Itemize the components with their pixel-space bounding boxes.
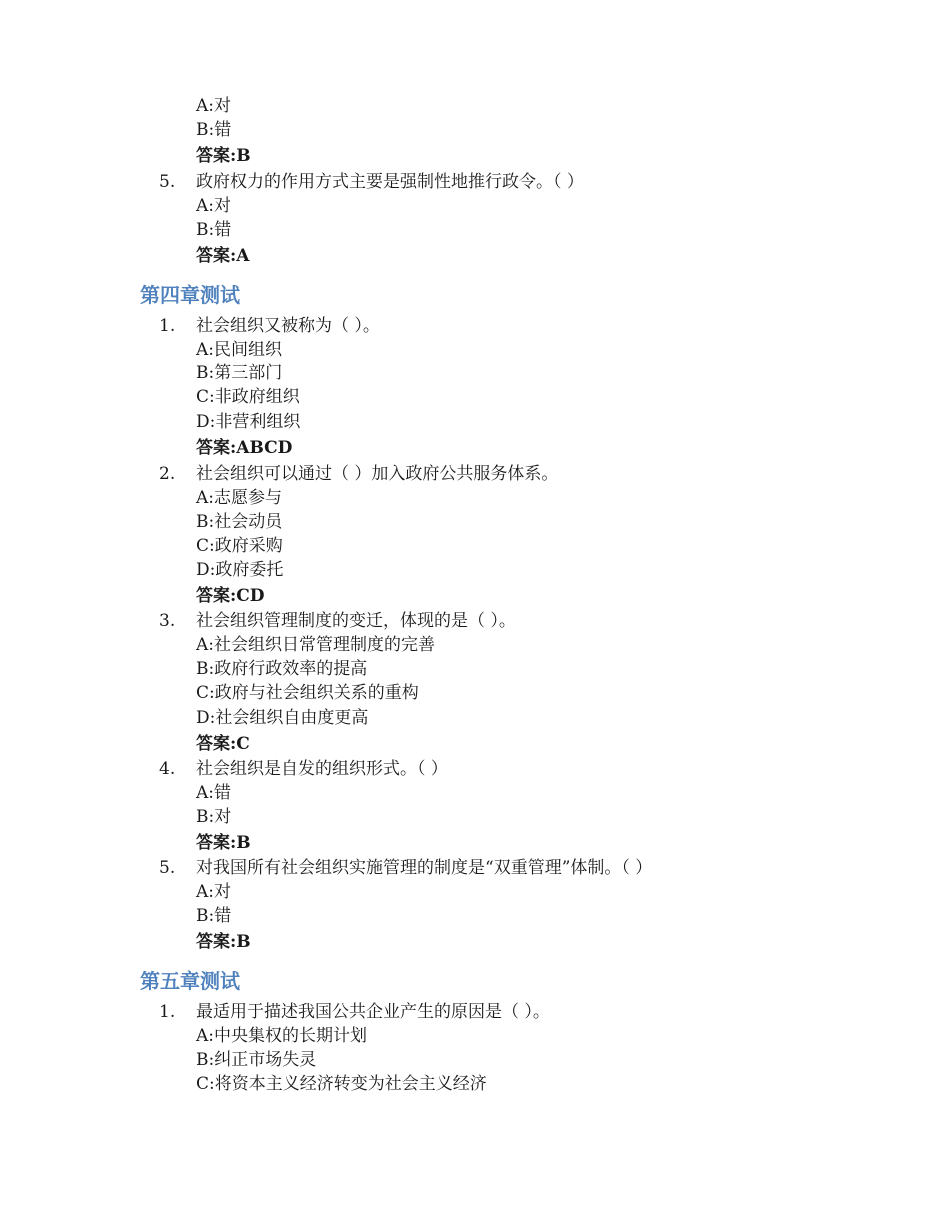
chapter-heading: 第四章测试 <box>140 283 240 307</box>
question-number: 2. <box>159 464 176 484</box>
answer: 答案:B <box>196 932 251 952</box>
option: C:政府与社会组织关系的重构 <box>196 683 419 703</box>
option: C:将资本主义经济转变为社会主义经济 <box>196 1074 487 1094</box>
option: A:错 <box>196 783 232 803</box>
answer: 答案:B <box>196 146 251 166</box>
option: A:对 <box>196 96 232 116</box>
question-number: 5. <box>159 172 176 192</box>
question-text: 社会组织是自发的组织形式。（ ） <box>196 759 448 779</box>
answer: 答案:ABCD <box>196 438 293 458</box>
option: B:错 <box>196 906 232 926</box>
question-text: 社会组织又被称为（ ）。 <box>196 316 380 336</box>
answer: 答案:C <box>196 734 250 754</box>
option: A:社会组织日常管理制度的完善 <box>196 635 436 655</box>
question-text: 对我国所有社会组织实施管理的制度是“双重管理”体制。（ ） <box>196 858 653 878</box>
option: C:非政府组织 <box>196 387 300 407</box>
option: B:错 <box>196 120 232 140</box>
option: B:第三部门 <box>196 363 283 383</box>
option: A:对 <box>196 196 232 216</box>
answer: 答案:A <box>196 246 250 266</box>
answer: 答案:CD <box>196 586 265 606</box>
chapter-heading: 第五章测试 <box>140 969 240 993</box>
option: D:非营利组织 <box>196 412 301 432</box>
question-number: 5. <box>159 858 176 878</box>
question-text: 社会组织管理制度的变迁，体现的是（ ）。 <box>196 611 516 631</box>
option: B:对 <box>196 807 232 827</box>
question-text: 最适用于描述我国公共企业产生的原因是（ ）。 <box>196 1002 550 1022</box>
option: C:政府采购 <box>196 536 283 556</box>
option: B:政府行政效率的提高 <box>196 659 368 679</box>
option: D:社会组织自由度更高 <box>196 708 369 728</box>
option: A:对 <box>196 882 232 902</box>
answer: 答案:B <box>196 833 251 853</box>
question-number: 3. <box>159 611 176 631</box>
option: B:错 <box>196 220 232 240</box>
question-text: 社会组织可以通过（ ）加入政府公共服务体系。 <box>196 464 559 484</box>
question-number: 4. <box>159 759 176 779</box>
option: D:政府委托 <box>196 560 284 580</box>
option: A:中央集权的长期计划 <box>196 1026 368 1046</box>
question-number: 1. <box>159 316 176 336</box>
question-text: 政府权力的作用方式主要是强制性地推行政令。（ ） <box>196 172 584 192</box>
option: B:社会动员 <box>196 512 283 532</box>
option: A:民间组织 <box>196 340 283 360</box>
option: A:志愿参与 <box>196 488 283 508</box>
question-number: 1. <box>159 1002 176 1022</box>
option: B:纠正市场失灵 <box>196 1050 317 1070</box>
